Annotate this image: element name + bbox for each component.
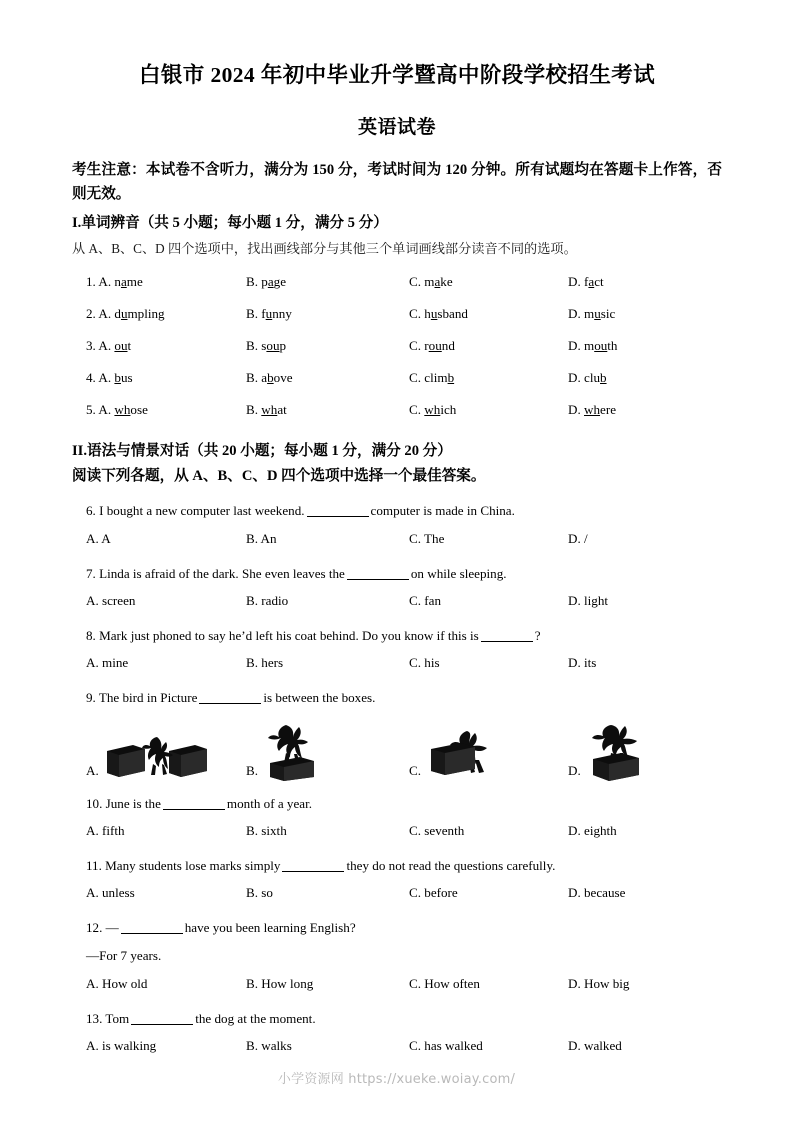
stem-text-after: month of a year.: [226, 795, 313, 811]
picture-option-d: [568, 723, 645, 783]
option-d: D. club: [568, 369, 607, 385]
answer-blank: [481, 641, 533, 642]
option-letter: D.: [568, 762, 581, 778]
option-d: D. How big: [568, 975, 630, 991]
stem-text: 11. Many students lose marks simply: [86, 857, 281, 873]
answer-blank: [307, 516, 369, 517]
section-instruction-grammar: 阅读下列各题，从 A、B、C、D 四个选项中选择一个最佳答案。: [72, 468, 486, 485]
stem-text-after: have you been learning English?: [184, 920, 356, 936]
option-c: C. fan: [409, 592, 441, 608]
option-c: C. seventh: [409, 822, 465, 838]
answer-blank: [282, 871, 344, 872]
answer-blank: [131, 1024, 193, 1025]
question-row-2: [72, 306, 722, 328]
bird-behind-box-icon: [427, 727, 499, 783]
option-a: 5. A. whose: [86, 401, 148, 417]
stem-text-after: is between the boxes.: [263, 690, 376, 706]
page-subtitle: 英语试卷: [357, 116, 436, 138]
option-c: C. before: [409, 885, 458, 901]
question-options-10: [72, 823, 722, 845]
stem-text-after: on while sleeping.: [410, 565, 507, 581]
option-d: D. light: [568, 592, 609, 608]
section-instruction-phonetics: 从 A、B、C、D 四个选项中，找出画线部分与其他三个单词画线部分读音不同的选项。: [72, 240, 577, 256]
picture-option-b: [246, 723, 320, 783]
answer-blank: [347, 579, 409, 580]
option-a: A. fifth: [86, 822, 125, 838]
option-d: D. /: [568, 530, 588, 546]
option-b: B. An: [246, 530, 277, 546]
option-b: B. page: [246, 273, 287, 289]
question-options-13: [72, 1038, 722, 1060]
option-d: D. walked: [568, 1037, 622, 1053]
question-picture-options-9: [72, 721, 722, 783]
question-stem-7: [86, 564, 722, 584]
option-d: D. mouth: [568, 337, 618, 353]
option-b: B. hers: [246, 655, 284, 671]
question-options-8: [72, 655, 722, 677]
section-heading-grammar: II.语法与情景对话（共 20 小题；每小题 1 分，满分 20 分）: [72, 442, 452, 459]
page-title: 白银市 2024 年初中毕业升学暨高中阶段学校招生考试: [138, 63, 656, 87]
option-a: A. unless: [86, 885, 135, 901]
option-a: A. screen: [86, 592, 136, 608]
option-b: B. sixth: [246, 822, 287, 838]
option-a: A. is walking: [86, 1037, 157, 1053]
question-options-11: [72, 885, 722, 907]
answer-blank: [199, 703, 261, 704]
question-row-1: [72, 274, 722, 296]
option-c: C. make: [409, 273, 453, 289]
option-c: C. has walked: [409, 1037, 483, 1053]
option-d: D. eighth: [568, 822, 617, 838]
section-heading-phonetics: I.单词辨音（共 5 小题；每小题 1 分，满分 5 分）: [72, 215, 388, 232]
option-d: D. where: [568, 401, 617, 417]
bird-on-box-icon: [587, 723, 645, 783]
option-b: B. so: [246, 885, 273, 901]
option-a: 4. A. bus: [86, 369, 133, 385]
answer-blank: [121, 933, 183, 934]
option-a: 3. A. out: [86, 337, 132, 353]
stem-text: 7. Linda is afraid of the dark. She even leaves the: [86, 565, 345, 581]
picture-option-a: [86, 731, 209, 783]
option-b: B. above: [246, 369, 293, 385]
option-a: A. mine: [86, 655, 129, 671]
bird-above-box-icon: [264, 723, 320, 783]
option-a: 1. A. name: [86, 273, 143, 289]
question-stem-12: [86, 918, 722, 938]
option-letter: B.: [246, 762, 259, 778]
stem-text: 8. Mark just phoned to say he’d left his coat behind. Do you know if this is: [86, 627, 479, 643]
stem-text-after: ?: [534, 627, 541, 643]
question-options-12: [72, 976, 722, 998]
stem-text: 9. The bird in Picture: [86, 690, 198, 706]
stem-text-after: they do not read the questions carefully.: [346, 857, 556, 873]
question-stem-9: [86, 688, 722, 708]
question-stem-12-answer-line: —For 7 years.: [86, 948, 162, 964]
option-c: C. The: [409, 530, 445, 546]
bird-between-two-boxes-icon: [105, 731, 209, 783]
stem-text: 13. Tom: [86, 1010, 130, 1026]
option-b: B. funny: [246, 305, 292, 321]
question-options-6: [72, 531, 722, 553]
stem-text: 12. —: [86, 920, 119, 936]
watermark: 小学资源网 https://xueke.woiay.com/: [277, 1072, 516, 1087]
option-c: C. husband: [409, 305, 468, 321]
question-stem-8: [86, 626, 722, 646]
option-letter: A.: [86, 762, 99, 778]
option-d: D. fact: [568, 273, 604, 289]
option-c: C. climb: [409, 369, 455, 385]
exam-notice: 考生注意：本试卷不含听力，满分为 150 分，考试时间为 120 分钟。所有试题均在答题卡上作答，否则无效。: [72, 161, 722, 202]
option-a: A. A: [86, 530, 111, 546]
option-d: D. music: [568, 305, 616, 321]
question-row-3: [72, 338, 722, 360]
picture-option-c: [409, 727, 499, 783]
stem-text: 10. June is the: [86, 795, 161, 811]
stem-text: 6. I bought a new computer last weekend.: [86, 503, 305, 519]
option-d: D. because: [568, 885, 626, 901]
option-b: B. what: [246, 401, 287, 417]
question-stem-10: [86, 794, 722, 814]
answer-blank: [163, 809, 225, 810]
stem-text-after: computer is made in China.: [370, 503, 515, 519]
option-b: B. radio: [246, 592, 289, 608]
question-stem-6: [86, 501, 722, 521]
question-stem-11: [86, 856, 722, 876]
question-stem-13: [86, 1009, 722, 1029]
stem-text-after: the dog at the moment.: [195, 1010, 316, 1026]
option-b: B. soup: [246, 337, 287, 353]
option-a: A. How old: [86, 975, 148, 991]
question-options-7: [72, 593, 722, 615]
option-b: B. How long: [246, 975, 314, 991]
question-row-4: [72, 370, 722, 392]
option-c: C. How often: [409, 975, 480, 991]
option-letter: C.: [409, 762, 422, 778]
option-b: B. walks: [246, 1037, 292, 1053]
option-d: D. its: [568, 655, 597, 671]
option-a: 2. A. dumpling: [86, 305, 165, 321]
option-c: C. his: [409, 655, 440, 671]
option-c: C. which: [409, 401, 457, 417]
page-content: [72, 62, 722, 1060]
question-row-5: [72, 402, 722, 424]
option-c: C. round: [409, 337, 455, 353]
